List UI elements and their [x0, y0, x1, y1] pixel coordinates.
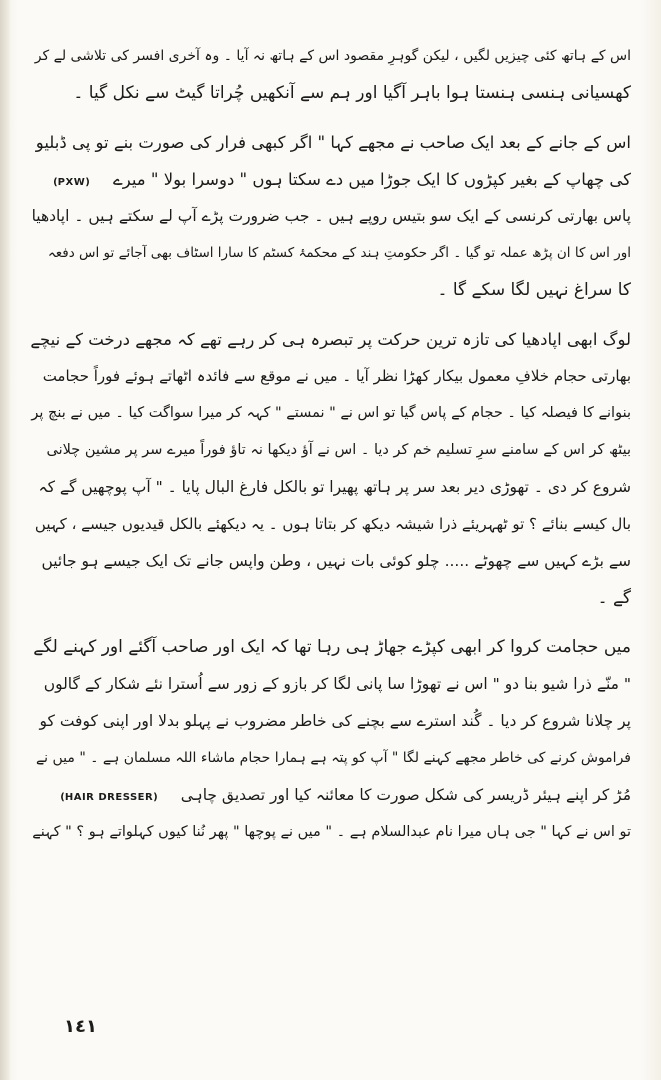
text-line: اس کے جانے کے بعد ایک صاحب نے مجھے کہا " اگر کبھی فرار کی صورت بنے تو پی ڈبلیو	[35, 133, 631, 152]
text-line: کھسیانی ہنسی ہنستا ہوا باہر آگیا اور ہم سے آنکھیں چُراتا گیٹ سے نکل گیا ۔	[73, 83, 631, 103]
latin-annotation: (HAIR DRESSER)	[60, 792, 158, 803]
text-line: میں حجامت کروا کر ابھی کپڑے جھاڑ ہی رہا تھا کہ ایک اور صاحب آگئے اور کہنے لگے	[33, 637, 631, 657]
latin-annotation: (PXW)	[53, 177, 90, 188]
page-number: ١٤١	[64, 1016, 97, 1037]
text-line: بیٹھ کر اس کے سامنے سرِ تسلیم خم کر دیا ۔ اس نے آؤ دیکھا نہ تاؤ فوراً میرے سر پر مشین چلانی	[46, 442, 631, 458]
text-line: تو اس نے کہا " جی ہاں میرا نام عبدالسلام ہے ۔ " میں نے پوچھا " پھر نُنا کیوں کہلواتے ہو ؟ " کہنے	[32, 824, 631, 840]
text-line: پر چلانا شروع کر دیا ۔ گُند استرے سے بچنے کی خاطر مضروب نے پہلو بدلا اور اپنی کوفت کو	[39, 712, 631, 730]
text-line: بھارتی حجام خلافِ معمول بیکار کھڑا نظر آیا ۔ میں نے موقع سے فائدہ اٹھاتے ہوئے فوراً حجامت	[42, 367, 631, 385]
text-line: اور اس کا ان پڑھ عملہ تو گیا ۔ اگر حکومتِ ہند کے محکمۂ کسٹم کا سارا اسٹاف بھی آجائے تو اس دفعہ	[47, 245, 631, 261]
text-line	[30, 777, 631, 814]
text-line: گے ۔	[597, 588, 631, 608]
page-text	[30, 38, 631, 851]
text-line: پاس بھارتی کرنسی کے ایک سو بتیس روپے ہیں ۔ جب ضرورت پڑے آپ لے سکتے ہیں ۔ اپادھیا	[31, 207, 631, 225]
text-line: کا سراغ نہیں لگا سکے گا ۔	[437, 280, 631, 300]
text-line: " منّے ذرا شیو بنا دو " اس نے تھوڑا سا پانی لگا کر بازو کے زور سے اُسترا نئے شکار کے گالوں	[43, 675, 631, 693]
text-line: سے بڑے کہیں سے چھوٹے ..... چلو کوئی بات نہیں ، وطن واپس جانے تک ایک جیسے ہو جائیں	[41, 552, 631, 570]
page-spine-shadow	[0, 0, 10, 1080]
text-line: لوگ ابھی اپادھیا کی تازہ ترین حرکت پر تبصرہ ہی کر رہے تھے کہ مجھے درخت کے نیچے	[30, 330, 631, 349]
text-line: شروع کر دی ۔ تھوڑی دیر بعد سر پر ہاتھ پھیرا تو بالکل فارغ البال پایا ۔ " آپ پوچھیں گے کہ	[38, 478, 631, 496]
text-segment: مُڑ کر اپنے ہیئر ڈریسر کی شکل صورت کا معائنہ کیا اور تصدیق چاہی	[180, 786, 631, 804]
text-line	[30, 161, 631, 198]
text-line: اس کے ہاتھ کئی چیزیں لگیں ، لیکن گوہرِ مقصود اس کے ہاتھ نہ آیا ۔ وہ آخری افسر کی تلاشی لے کر	[34, 48, 631, 64]
text-line: بنوانے کا فیصلہ کیا ۔ حجام کے پاس گیا تو اس نے " نمستے " کہہ کر میرا سواگت کیا ۔ میں نے بنچ پر	[31, 405, 631, 421]
text-line: فراموش کرنے کی خاطر مجھے کہنے لگا " آپ کو پتہ ہے ہمارا حجام ماشاء اللہ مسلمان ہے ۔ " میں نے	[35, 750, 631, 766]
text-line: بال کیسے بنائے ؟ تو ٹھہریئے ذرا شیشہ دیکھ کر بتاتا ہوں ۔ یہ دیکھئے بالکل قیدیوں جیسے ، کہیں	[34, 515, 631, 533]
text-segment: کی چھاپ کے بغیر کپڑوں کا ایک جوڑا میں دے سکتا ہوں " دوسرا بولا " میرے	[113, 170, 631, 189]
